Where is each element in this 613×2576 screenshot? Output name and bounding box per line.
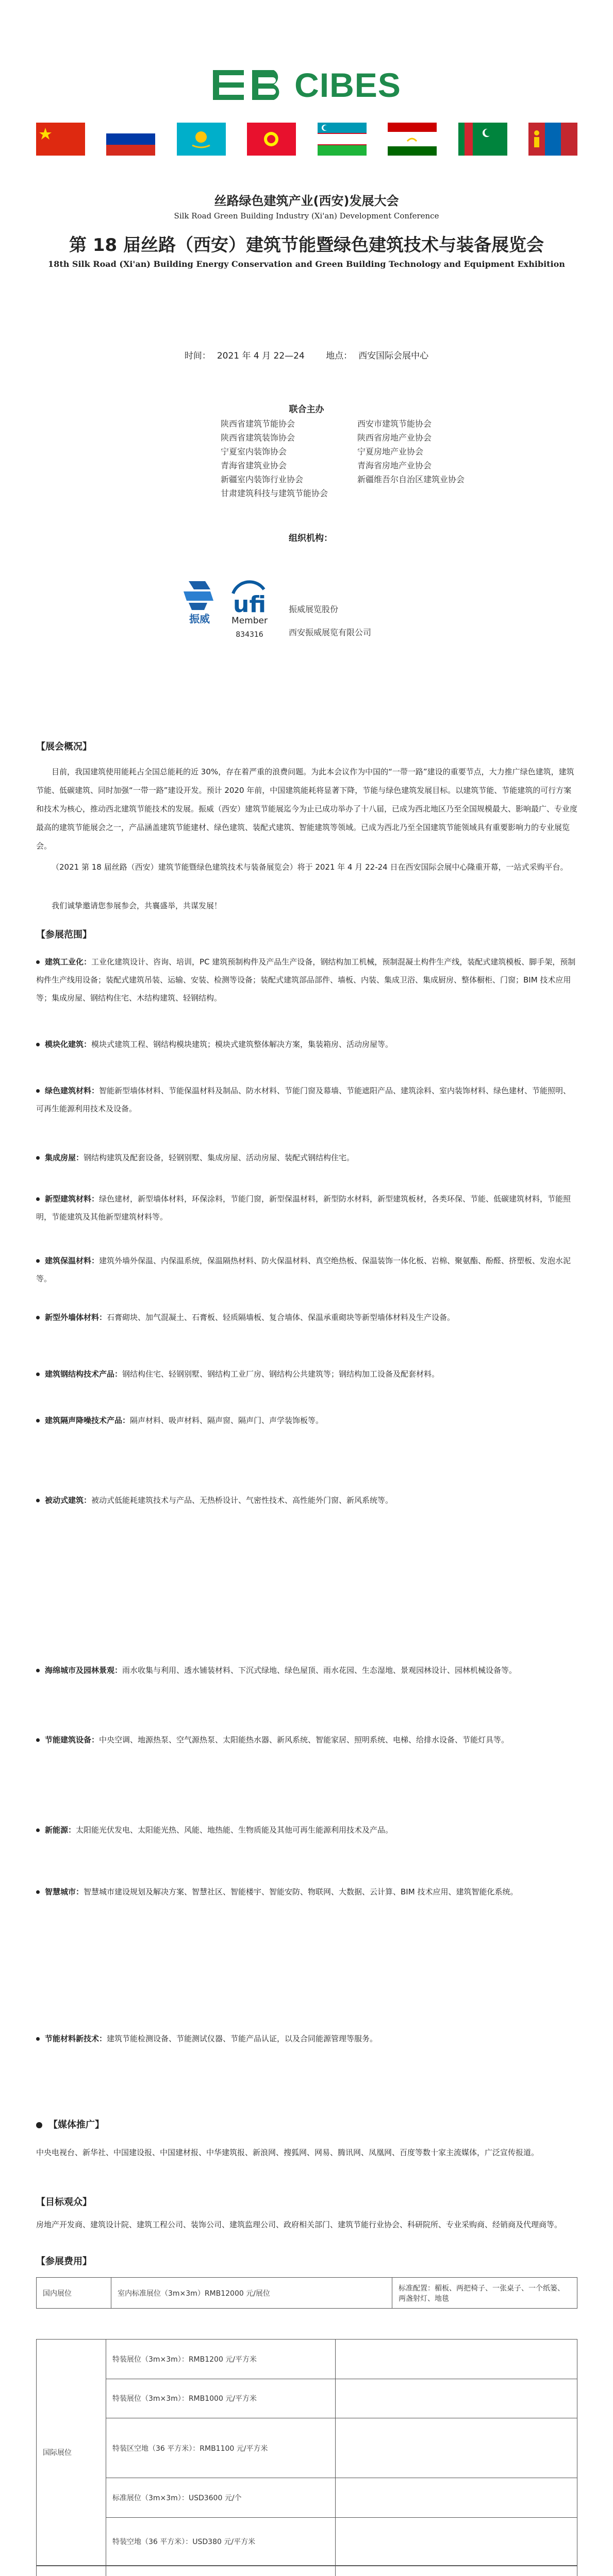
bullet-icon <box>36 1316 40 1319</box>
time-value: 2021 年 4 月 22—24 <box>217 351 305 361</box>
bullet-icon <box>36 2122 42 2128</box>
audience-heading: 【目标观众】 <box>36 2197 92 2208</box>
logo-text: CIBES <box>294 66 401 104</box>
fee-cell <box>336 2340 577 2379</box>
assoc-item: 青海省建筑业协会 <box>221 461 287 470</box>
bullet-icon <box>36 1156 40 1160</box>
org-name: 西安振威展览有限公司 <box>289 628 372 637</box>
bullet-icon <box>36 1669 40 1672</box>
scope-item: 新型外墙体材料：石膏砌块、加气混凝土、石膏板、轻质隔墙板、复合墙体、保温承重砌块等新型墙体材料及生产设备。 <box>36 1309 577 1327</box>
overview-heading: 【展会概况】 <box>36 741 92 752</box>
assoc-item: 陕西省房地产业协会 <box>357 433 432 443</box>
scope-heading: 【参展范围】 <box>36 929 92 940</box>
logo2-text: ufi <box>233 591 266 618</box>
assoc-item: 西安市建筑节能协会 <box>357 419 432 429</box>
flag-turkmenistan-icon <box>458 123 507 156</box>
flag-kyrgyzstan-icon <box>247 123 296 156</box>
fee-table-ads <box>36 2566 577 2576</box>
scope-item: 绿色建筑材料：智能新型墙体材料、节能保温材料及制品、防水材料、节能门窗及幕墙、节能遮阳产品、建筑涂料、室内装饰材料、绿色建材、节能照明、可再生能源利用技术及设备。 <box>36 1086 571 1113</box>
scope-item: 节能建筑设备：中央空调、地源热泵、空气源热泵、太阳能热水器、新风系统、智能家居、照明系统、电梯、给排水设备、节能灯具等。 <box>36 1731 577 1749</box>
org-title: 组织机构： <box>289 533 333 544</box>
fee-table-domestic <box>36 2277 577 2309</box>
scope-item: 建筑工业化：工业化建筑设计、咨询、培训，PC 建筑预制构件及产品生产设备，钢结构加工机械，预制混凝土构件生产线，装配式建筑模板、脚手架，预制构件生产线用设备；装配式建筑吊装、运输、安装、检测等设备；装配式建筑部品部件、墙板、内装、集成卫浴、集成厨房、整体橱柜、门窗；BIM 技术应用等；集成房屋、钢结构住宅、木结构建筑、轻钢结构。 <box>36 957 576 1003</box>
fee-cell <box>336 2379 577 2418</box>
conference-title: 丝路绿色建筑产业(西安)发展大会 <box>214 194 399 208</box>
assoc-item: 陕西省建筑装饰协会 <box>221 433 295 443</box>
org-names <box>289 598 371 644</box>
scope-item: 建筑钢结构技术产品：钢结构住宅、轻钢别墅、钢结构工业厂房、钢结构公共建筑等；钢结构加工设备及配套材料。 <box>36 1365 577 1383</box>
logo1-text: 振威 <box>189 613 210 625</box>
country-flags <box>36 123 577 156</box>
scope-item: 新能源：太阳能光伏发电、太阳能光热、风能、地热能、生物质能及其他可再生能源利用技术及产品。 <box>36 1821 577 1839</box>
bullet-icon <box>36 1890 40 1894</box>
fee-cell: 特装区空地（36 平方米）：RMB1100 元/平方米 <box>106 2418 336 2478</box>
flag-mongolia-icon <box>528 123 577 156</box>
fee-cell <box>37 2566 106 2576</box>
fee-cell <box>336 2418 577 2478</box>
flag-uzbekistan-icon <box>318 123 367 156</box>
flag-china-icon <box>36 123 85 156</box>
bullet-icon <box>36 1738 40 1742</box>
bullet-icon <box>36 1372 40 1376</box>
flag-tajikistan-icon <box>388 123 437 156</box>
bullet-icon <box>36 1197 40 1201</box>
bullet-icon <box>36 1419 40 1422</box>
scope-item: 被动式建筑：被动式低能耗建筑技术与产品、无热桥设计、气密性技术、高性能外门窗、新风系统等。 <box>36 1492 577 1510</box>
scope-item: 建筑隔声降噪技术产品：隔声材料、吸声材料、隔声窗、隔声门、声学装饰板等。 <box>36 1412 577 1430</box>
scope-item: 集成房屋：钢结构建筑及配套设备，轻钢别墅、集成房屋、活动房屋、装配式钢结构住宅。 <box>36 1149 577 1167</box>
scope-item: 新型建筑材料：绿色建材，新型墙体材料，环保涂料，节能门窗，新型保温材料，新型防水材料，新型建筑板材，各类环保、节能、低碳建筑材料，节能照明，节能建筑及其他新型建筑材料等。 <box>36 1194 571 1222</box>
bullet-icon <box>36 1828 40 1832</box>
scope-item: 节能材料新技术：建筑节能检测设备、节能测试仪器、节能产品认证，以及合同能源管理等服务。 <box>36 2030 577 2048</box>
logo2-num: 834316 <box>236 631 263 639</box>
assoc-list <box>221 417 509 499</box>
org-name: 振威展览股份 <box>289 604 339 614</box>
scope-item: 建筑保温材料：建筑外墙外保温、内保温系统，保温隔热材料、防火保温材料、真空绝热板、保温装饰一体化板、岩棉、聚氨酯、酚醛、挤塑板、发泡水泥等。 <box>36 1256 571 1283</box>
ufi-logo-icon <box>226 576 275 646</box>
fee-cell: 国际展位 <box>37 2340 106 2566</box>
assoc-item: 陕西省建筑节能协会 <box>221 419 295 429</box>
logo2-sub: Member <box>231 616 268 626</box>
time-place <box>0 348 613 361</box>
cibes-logo-icon <box>212 67 289 103</box>
bullet-icon <box>36 2037 40 2041</box>
scope-item: 模块化建筑：模块式建筑工程、钢结构模块建筑；模块式建筑整体解决方案，集装箱房、活动房屋等。 <box>36 1036 577 1054</box>
place-label: 地点： <box>326 351 353 361</box>
bullet-icon <box>36 960 40 964</box>
place-value: 西安国际会展中心 <box>358 351 429 361</box>
fee-cell: 标准配置：楣板、两把椅子、一张桌子、一个纸篓、两盏射灯、地毯 <box>392 2278 577 2309</box>
assoc-item: 宁夏室内装饰协会 <box>221 447 287 456</box>
assoc-item: 新疆维吾尔自治区建筑业协会 <box>357 474 465 484</box>
overview-para: 目前，我国建筑使用能耗占全国总能耗的近 30%，存在着严重的浪费问题。为此本会议作为中国的“一带一路”建设的重要节点，大力推广绿色建筑，建筑节能、低碳建筑、同时加强“一带一路”建设开发。预计 2020 年前，中国建筑能耗将显著下降，节能与绿色建筑发展目标。以建筑节能、节能建筑的可行方案和技术为核心，推动西北建筑节能技术的发展。振威（西安）建筑节能展迄今为止已成功举办了十八届，已成为西北地区乃至全国规模最大、影响最广、专业度最高的建筑节能展会之一，产品涵盖建筑节能建材、绿色建筑、装配式建筑、智能建筑等领域。已成为西北乃至全国建筑节能领域具有重要影响力的专业展览会。 <box>36 767 578 851</box>
bullet-icon <box>36 1089 40 1093</box>
assoc-item: 新疆室内装饰行业协会 <box>221 474 304 484</box>
fee-cell: 特装空地（36 平方米）：USD380 元/平方米 <box>106 2518 336 2566</box>
time-label: 时间： <box>184 351 211 361</box>
logo <box>0 62 613 108</box>
fee-cell: 特装展位（3m×3m）：RMB1200 元/平方米 <box>106 2340 336 2379</box>
expo-title-en: 18th Silk Road (Xi'an) Building Energy Conservation and Green Building Technology and Equipment Exhibition <box>48 259 565 269</box>
fee-cell <box>336 2566 577 2576</box>
media-heading: 【媒体推广】 <box>36 2117 104 2131</box>
bullet-icon <box>36 1043 40 1046</box>
assoc-item: 宁夏房地产业协会 <box>357 447 424 456</box>
fee-cell: 国内展位 <box>37 2278 111 2309</box>
overview-para: 我们诚挚邀请您参展参会，共襄盛举，共谋发展！ <box>52 901 222 910</box>
fee-cell: 特装展位（3m×3m）：RMB1000 元/平方米 <box>106 2379 336 2418</box>
media-text: 中央电视台、新华社、中国建设报、中国建材报、中华建筑报、新浪网、搜狐网、网易、腾讯网、凤凰网、百度等数十家主流媒体，广泛宣传报道。 <box>36 2148 539 2157</box>
expo-title: 第 18 届丝路（西安）建筑节能暨绿色建筑技术与装备展览会 <box>69 235 544 256</box>
fee-table-special <box>36 2339 577 2566</box>
fee-cell <box>106 2566 336 2576</box>
assoc-title: 联合主办 <box>289 404 324 415</box>
bullet-icon <box>36 1499 40 1502</box>
conference-title-en: Silk Road Green Building Industry (Xi'an) Development Conference <box>174 211 439 221</box>
bullet-icon <box>36 1259 40 1263</box>
assoc-item: 甘肃建筑科技与建筑节能协会 <box>221 488 328 498</box>
scope-item: 智慧城市：智慧城市建设规划及解决方案、智慧社区、智能楼宇、智能安防、物联网、大数据、云计算、BIM 技术应用、建筑智能化系统。 <box>36 1883 577 1901</box>
fee-cell <box>336 2518 577 2566</box>
fees-heading: 【参展费用】 <box>36 2256 92 2267</box>
audience-text: 房地产开发商、建筑设计院、建筑工程公司、装饰公司、建筑监理公司、政府相关部门、建筑节能行业协会、科研院所、专业采购商、经销商及代理商等。 <box>36 2220 562 2229</box>
zhenwei-logo-icon <box>179 578 220 628</box>
fee-cell: 室内标准展位（3m×3m）RMB12000 元/展位 <box>111 2278 392 2309</box>
assoc-item: 青海省房地产业协会 <box>357 461 432 470</box>
fee-cell <box>336 2478 577 2518</box>
fee-cell: 标准展位（3m×3m）：USD3600 元/个 <box>106 2478 336 2518</box>
flag-russia-icon <box>106 123 155 156</box>
flag-kazakhstan-icon <box>177 123 226 156</box>
scope-item: 海绵城市及园林景观：雨水收集与利用、透水铺装材料、下沉式绿地、绿色屋顶、雨水花园、生态湿地、景观园林设计、园林机械设备等。 <box>36 1662 577 1680</box>
overview-para: （2021 第 18 届丝路（西安）建筑节能暨绿色建筑技术与装备展览会）将于 2021 年 4 月 22-24 日在西安国际会展中心隆重开幕，一站式采购平台。 <box>52 862 568 872</box>
